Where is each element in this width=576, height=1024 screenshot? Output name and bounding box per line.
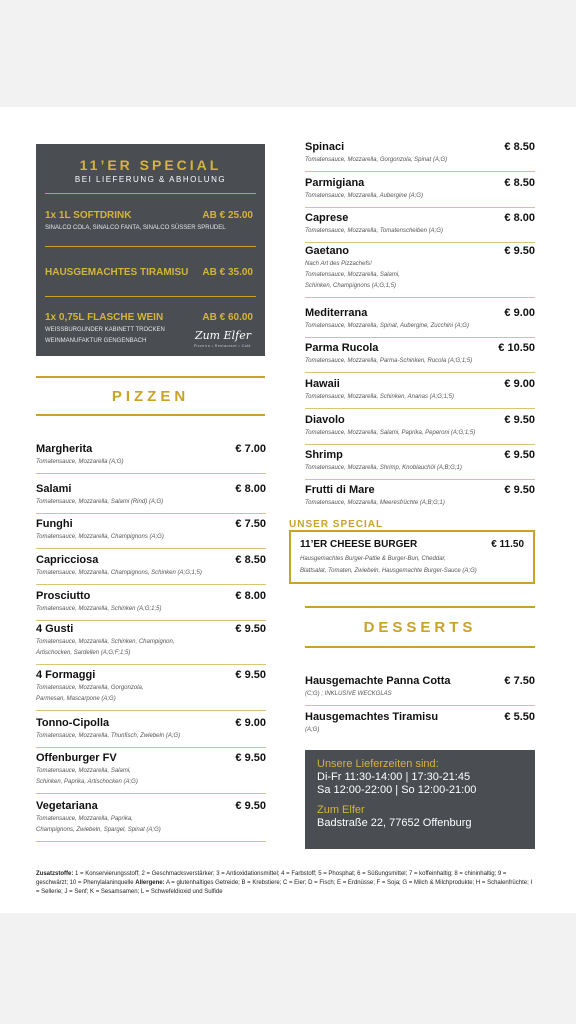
item-desc: Tomatensauce, Mozzarella, Salami, Paprika, Peperoni (A;G;1;5) xyxy=(305,430,476,436)
item-desc: (A;G) xyxy=(305,727,320,733)
item-name: Parma Rucola xyxy=(305,342,379,354)
item-name: Spinaci xyxy=(305,141,345,153)
item-name: 11’ER CHEESE BURGER xyxy=(300,539,418,550)
divider xyxy=(36,376,265,378)
item-desc: Tomatensauce, Mozzarella, Gorgonzola, Spinat (A;G) xyxy=(305,157,448,163)
item-price: € 8.00 xyxy=(504,212,535,224)
menu-item xyxy=(36,669,266,711)
pizzen-heading: PIZZEN xyxy=(111,388,190,405)
item-desc: Tomatensauce, Mozzarella, Salami, xyxy=(305,272,400,278)
offer-price: AB € 60.00 xyxy=(202,312,253,323)
item-price: € 9.00 xyxy=(504,307,535,319)
special-title: 11’ER SPECIAL xyxy=(79,157,222,173)
special-offer-3 xyxy=(36,312,265,323)
zum-elfer-logo: Zum Elfer xyxy=(194,329,251,342)
cheese-burger-box xyxy=(289,530,535,584)
item-desc: Hausgemachtes Burger-Pattie & Burger-Bun, Cheddar, xyxy=(300,556,446,562)
allergene-text: A = glutenhaltiges Getreide; B = Krebstiere; C = Eier; D = Fisch; E = Erdnüsse; F = Soja; G = Milch & Milchprodukte; H = Schalenfrüchte; I = Sellerie; J = Senf; K = Sesamsamen; L = Schwefeldioxid und Sulfide xyxy=(36,880,533,895)
item-desc: Champignons, Zwiebeln, Spargel, Spinat (A;G) xyxy=(36,827,161,833)
item-desc: Parmesan, Mascarpone (A;G) xyxy=(36,696,116,702)
item-name: Capricciosa xyxy=(36,554,99,566)
item-desc: Tomatensauce, Mozzarella (A;G) xyxy=(36,459,124,465)
offer-desc: WEINMANUFAKTUR GENGENBACH xyxy=(45,338,147,344)
item-price: € 9.50 xyxy=(235,623,266,635)
offer-price: AB € 35.00 xyxy=(202,267,253,278)
unser-special-label: UNSER SPECIAL xyxy=(289,519,384,530)
item-desc: Tomatensauce, Mozzarella, Salami (Rind) (A;G) xyxy=(36,499,164,505)
item-name: Diavolo xyxy=(305,414,345,426)
item-name: Hausgemachtes Tiramisu xyxy=(305,711,439,723)
item-price: € 8.50 xyxy=(504,141,535,153)
zusatz-label: Zusatzstoffe: xyxy=(36,871,74,877)
divider xyxy=(36,841,266,842)
menu-item xyxy=(36,443,266,474)
allergen-footnote xyxy=(36,870,536,897)
item-desc: Tomatensauce, Mozzarella, Salami, xyxy=(36,768,131,774)
item-desc: Tomatensauce, Mozzarella, Meeresfrüchte (A;B;G;1) xyxy=(305,500,445,506)
item-desc: Tomatensauce, Mozzarella, Schinken (A;G;1;5) xyxy=(36,606,162,612)
item-price: € 9.50 xyxy=(504,245,535,257)
menu-item xyxy=(36,483,266,514)
menu-item xyxy=(305,141,535,172)
item-price: € 7.00 xyxy=(235,443,266,455)
divider xyxy=(36,710,266,711)
item-desc: Schinken, Paprika, Artischocken (A;G) xyxy=(36,779,138,785)
item-price: € 9.50 xyxy=(235,669,266,681)
delivery-times-box xyxy=(305,750,535,849)
offer-desc: WEISSBURGUNDER KABINETT TROCKEN xyxy=(45,327,165,333)
divider xyxy=(36,414,265,416)
menu-item xyxy=(36,590,266,621)
menu-item xyxy=(305,212,535,243)
item-name: Gaetano xyxy=(305,245,350,257)
item-name: Hawaii xyxy=(305,378,340,390)
allergene-label: Allergene: xyxy=(135,880,165,886)
menu-item xyxy=(305,449,535,480)
menu-item xyxy=(305,378,535,409)
item-desc: Tomatensauce, Mozzarella, Thunfisch, Zwiebeln (A;G) xyxy=(36,733,181,739)
item-desc: Nach Art des Pizzachefs! xyxy=(305,261,372,267)
item-price: € 9.50 xyxy=(504,449,535,461)
item-desc: Tomatensauce, Mozzarella, Spinat, Aubergine, Zucchini (A;G) xyxy=(305,323,469,329)
restaurant-address: Badstraße 22, 77652 Offenburg xyxy=(317,817,472,829)
divider xyxy=(36,664,266,665)
divider xyxy=(305,606,535,608)
item-price: € 9.50 xyxy=(235,752,266,764)
item-desc: Tomatensauce, Mozzarella, Champignons, Schinken (A;G;1;5) xyxy=(36,570,202,576)
divider xyxy=(45,246,256,247)
offer-label: 1x 0,75L FLASCHE WEIN xyxy=(45,312,164,323)
item-name: Caprese xyxy=(305,212,349,224)
divider xyxy=(305,444,535,445)
divider xyxy=(305,408,535,409)
item-name: Frutti di Mare xyxy=(305,484,375,496)
logo-tagline: Pizzeria • Restaurant • Café xyxy=(193,344,251,348)
item-desc: (C;G) ; INKLUSIVE WECKGLAS xyxy=(305,691,392,697)
divider xyxy=(305,337,535,338)
item-desc: Tomatensauce, Mozzarella, Parma-Schinken, Rucola (A;G;1;5) xyxy=(305,358,473,364)
restaurant-name: Zum Elfer xyxy=(317,804,365,816)
menu-item xyxy=(305,675,535,706)
item-price: € 9.50 xyxy=(504,414,535,426)
divider xyxy=(305,372,535,373)
offer-desc: SINALCO COLA, SINALCO FANTA, SINALCO SÜSSER SPRUDEL xyxy=(45,225,226,231)
offer-label: 1x 1L SOFTDRINK xyxy=(45,210,132,221)
item-desc: Blattsalat, Tomaten, Zwiebeln, Hausgemachte Burger-Sauce (A;G) xyxy=(300,568,477,574)
menu-item xyxy=(305,414,535,445)
item-desc: Schinken, Champignons (A;G;1;5) xyxy=(305,283,397,289)
item-price: € 8.50 xyxy=(235,554,266,566)
special-offer-box xyxy=(36,144,265,356)
item-price: € 8.50 xyxy=(504,177,535,189)
item-name: Tonno-Cipolla xyxy=(36,717,110,729)
item-price: € 7.50 xyxy=(504,675,535,687)
divider xyxy=(36,513,266,514)
item-price: € 7.50 xyxy=(235,518,266,530)
divider xyxy=(45,193,256,194)
desserts-heading: DESSERTS xyxy=(363,619,477,636)
delivery-hours-weekdays: Di-Fr 11:30-14:00 | 17:30-21:45 xyxy=(317,771,471,783)
item-name: Funghi xyxy=(36,518,73,530)
special-offer-1 xyxy=(36,210,265,221)
item-price: € 9.50 xyxy=(235,800,266,812)
menu-item xyxy=(36,554,266,585)
item-name: Hausgemachte Panna Cotta xyxy=(305,675,451,687)
item-name: Prosciutto xyxy=(36,590,91,602)
item-desc: Tomatensauce, Mozzarella, Paprika, xyxy=(36,816,133,822)
item-desc: Tomatensauce, Mozzarella, Gorgonzola, xyxy=(36,685,144,691)
divider xyxy=(36,548,266,549)
item-name: Salami xyxy=(36,483,72,495)
item-price: € 8.00 xyxy=(235,590,266,602)
item-name: 4 Gusti xyxy=(36,623,74,635)
menu-item xyxy=(305,484,535,509)
item-desc: Tomatensauce, Mozzarella, Champignons (A;G) xyxy=(36,534,164,540)
delivery-hours-weekend: Sa 12:00-22:00 | So 12:00-21:00 xyxy=(317,784,477,796)
divider xyxy=(305,207,535,208)
item-name: Mediterrana xyxy=(305,307,368,319)
delivery-heading: Unsere Lieferzeiten sind: xyxy=(317,758,439,770)
divider xyxy=(36,793,266,794)
divider xyxy=(36,584,266,585)
menu-item xyxy=(305,307,535,338)
menu-item xyxy=(305,342,535,373)
item-name: Margherita xyxy=(36,443,93,455)
menu-item xyxy=(36,717,266,748)
zusatz-text: 1 = Konservierungsstoff; 2 = Geschmacksverstärker; 3 = Antioxidationsmittel; 4 = Farbstoff; 5 = Phosphat; 6 = Süßungsmittel; 7 = koffeinhaltig; 8 = chininhaltig; 9 = geschwärzt; 10 = Phenylalaninquelle xyxy=(36,871,507,886)
item-price: € 9.50 xyxy=(504,484,535,496)
menu-item xyxy=(36,623,266,665)
menu-item xyxy=(305,711,535,736)
item-name: Parmigiana xyxy=(305,177,365,189)
item-desc: Tomatensauce, Mozzarella, Tomatenscheiben (A;G) xyxy=(305,228,443,234)
divider xyxy=(305,297,535,298)
divider xyxy=(305,171,535,172)
menu-item xyxy=(36,518,266,549)
item-price: € 9.00 xyxy=(504,378,535,390)
menu-item xyxy=(36,800,266,842)
item-name: Vegetariana xyxy=(36,800,98,812)
divider xyxy=(305,242,535,243)
item-desc: Tomatensauce, Mozzarella, Shrimp, Knoblauchöl (A;B;G;1) xyxy=(305,465,462,471)
offer-label: HAUSGEMACHTES TIRAMISU xyxy=(45,267,189,278)
item-price: € 8.00 xyxy=(235,483,266,495)
menu-item xyxy=(36,752,266,794)
divider xyxy=(305,705,535,706)
item-name: Shrimp xyxy=(305,449,343,461)
divider xyxy=(36,473,266,474)
item-name: Offenburger FV xyxy=(36,752,117,764)
divider xyxy=(305,646,535,648)
item-desc: Tomatensauce, Mozzarella, Schinken, Champignon, xyxy=(36,639,175,645)
item-name: 4 Formaggi xyxy=(36,669,96,681)
special-subtitle: BEI LIEFERUNG & ABHOLUNG xyxy=(74,175,227,184)
special-offer-2 xyxy=(36,267,265,278)
item-desc: Artischocken, Sardellen (A;G;F;1;5) xyxy=(36,650,131,656)
menu-item xyxy=(305,177,535,208)
offer-price: AB € 25.00 xyxy=(202,210,253,221)
item-price: € 11.50 xyxy=(491,539,524,550)
item-desc: Tomatensauce, Mozzarella, Aubergine (A;G) xyxy=(305,193,423,199)
divider xyxy=(305,479,535,480)
menu-item xyxy=(305,245,535,298)
item-price: € 5.50 xyxy=(504,711,535,723)
item-price: € 9.00 xyxy=(235,717,266,729)
item-price: € 10.50 xyxy=(498,342,535,354)
divider xyxy=(45,296,256,297)
item-desc: Tomatensauce, Mozzarella, Schinken, Ananas (A;G;1;5) xyxy=(305,394,454,400)
divider xyxy=(36,747,266,748)
divider xyxy=(36,620,266,621)
